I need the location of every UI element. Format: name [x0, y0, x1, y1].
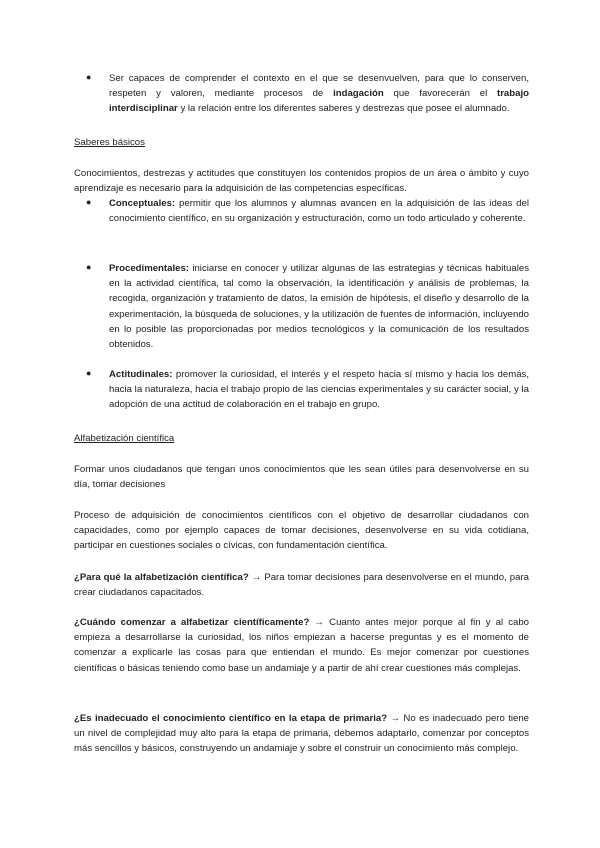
bullet-icon: ●: [86, 197, 92, 207]
qa-answer: → Para tomar decisiones para desenvolverse en el mundo, para crear ciudadanos capacitados.: [74, 572, 529, 599]
intro-bold-2: trabajo interdisciplinar: [109, 88, 529, 115]
qa-question: ¿Es inadecuado el conocimiento científico en la etapa de primaria?: [74, 713, 388, 724]
qa-inadecuado: [74, 711, 529, 757]
qa-answer: → Cuanto antes mejor porque al fin y al cabo empieza a desarrollarse la curiosidad, los niños empiezan a hacerse preguntas y es el momento de comenzar a explicarle las cosas para que entiendan el mundo. Es mejor comenzar por cuestiones científicas o básicas teniendo como base un andamiaje y a partir de ahí crear cuestiones más complejas.: [74, 617, 529, 674]
saberes-intro: Conocimientos, destrezas y actitudes que constituyen los contenidos propios de un área o ámbito y cuyo aprendizaje es necesario para la adquisición de las competencias específicas.: [74, 168, 529, 195]
bullet-icon: ●: [86, 72, 92, 82]
bullet-icon: ●: [86, 368, 92, 378]
item-term: Conceptuales:: [109, 198, 176, 209]
qa-cuando: [74, 615, 529, 676]
qa-question: ¿Cuándo comenzar a alfabetizar científicamente?: [74, 617, 310, 628]
intro-text-2: que favorecerán el: [383, 88, 497, 100]
item-text: iniciarse en conocer y utilizar algunas de las estrategias y técnicas habituales en la actividad científica, tal como la observación, la identificación y análisis de problemas, la recogida, organización y tratamiento de datos, la emisión de hipótesis, el diseño y desarrollo de la experimentación, la búsqueda de soluciones, y la utilización de fuentes de información, incluyendo en lo posible las proporcionadas por medios tecnológicos y la comunicación de los resultados obtenidos.: [109, 263, 529, 351]
item-text: permitir que los alumnos y alumnas avancen en la adquisición de las ideas del conocimiento científico, en su organización y estructuración, como un todo articulado y coherente.: [109, 198, 529, 225]
alfabetizacion-heading: Alfabetización científica: [74, 433, 175, 444]
item-term: Actitudinales:: [109, 369, 173, 380]
alfabetizacion-paragraph-2: Proceso de adquisición de conocimientos científicos con el objetivo de desarrollar ciudadanos con capacidades, como por ejemplo capaces de tomar decisiones, desenvolverse en su vida cotidiana, participar en cuestiones sociales o cívicas, con fundamentación científica.: [74, 510, 529, 552]
qa-answer: → No es inadecuado pero tiene un nivel de complejidad muy alto para la etapa de primaria, debemos adaptarlo, comenzar por conceptos más sencillos y básicos, construyendo un andamiaje y sobre el construir un conocimiento más complejo.: [74, 713, 530, 755]
saberes-item-procedimentales: [109, 261, 529, 352]
intro-bullet-text: [109, 71, 529, 117]
saberes-item-conceptuales: [109, 196, 529, 226]
item-text: promover la curiosidad, el interés y el respeto hacia sí mismo y hacia los demás, hacia la naturaleza, hacia el trabajo propio de las ciencias experimentales y su carácter social, y la adopción de una actitud de colaboración en el trabajo en grupo.: [109, 369, 529, 411]
intro-text-3: y la relación entre los diferentes saberes y destrezas que posee el alumnado.: [177, 103, 510, 115]
alfabetizacion-paragraph-1: Formar unos ciudadanos que tengan unos conocimientos que les sean útiles para desenvolverse en su día, tomar decisiones: [74, 464, 529, 491]
saberes-heading: Saberes básicos: [74, 137, 145, 148]
item-term: Procedimentales:: [109, 263, 189, 274]
qa-para-que: [74, 570, 529, 600]
qa-question: ¿Para qué la alfabetización científica?: [74, 572, 249, 583]
bullet-icon: ●: [86, 262, 92, 272]
intro-bold-1: indagación: [333, 88, 384, 100]
saberes-item-actitudinales: [109, 367, 529, 413]
intro-text-1: Ser capaces de comprender el contexto en el que se desenvuelven, para que lo conserven, respeten y valoren, mediante procesos de: [109, 73, 529, 100]
